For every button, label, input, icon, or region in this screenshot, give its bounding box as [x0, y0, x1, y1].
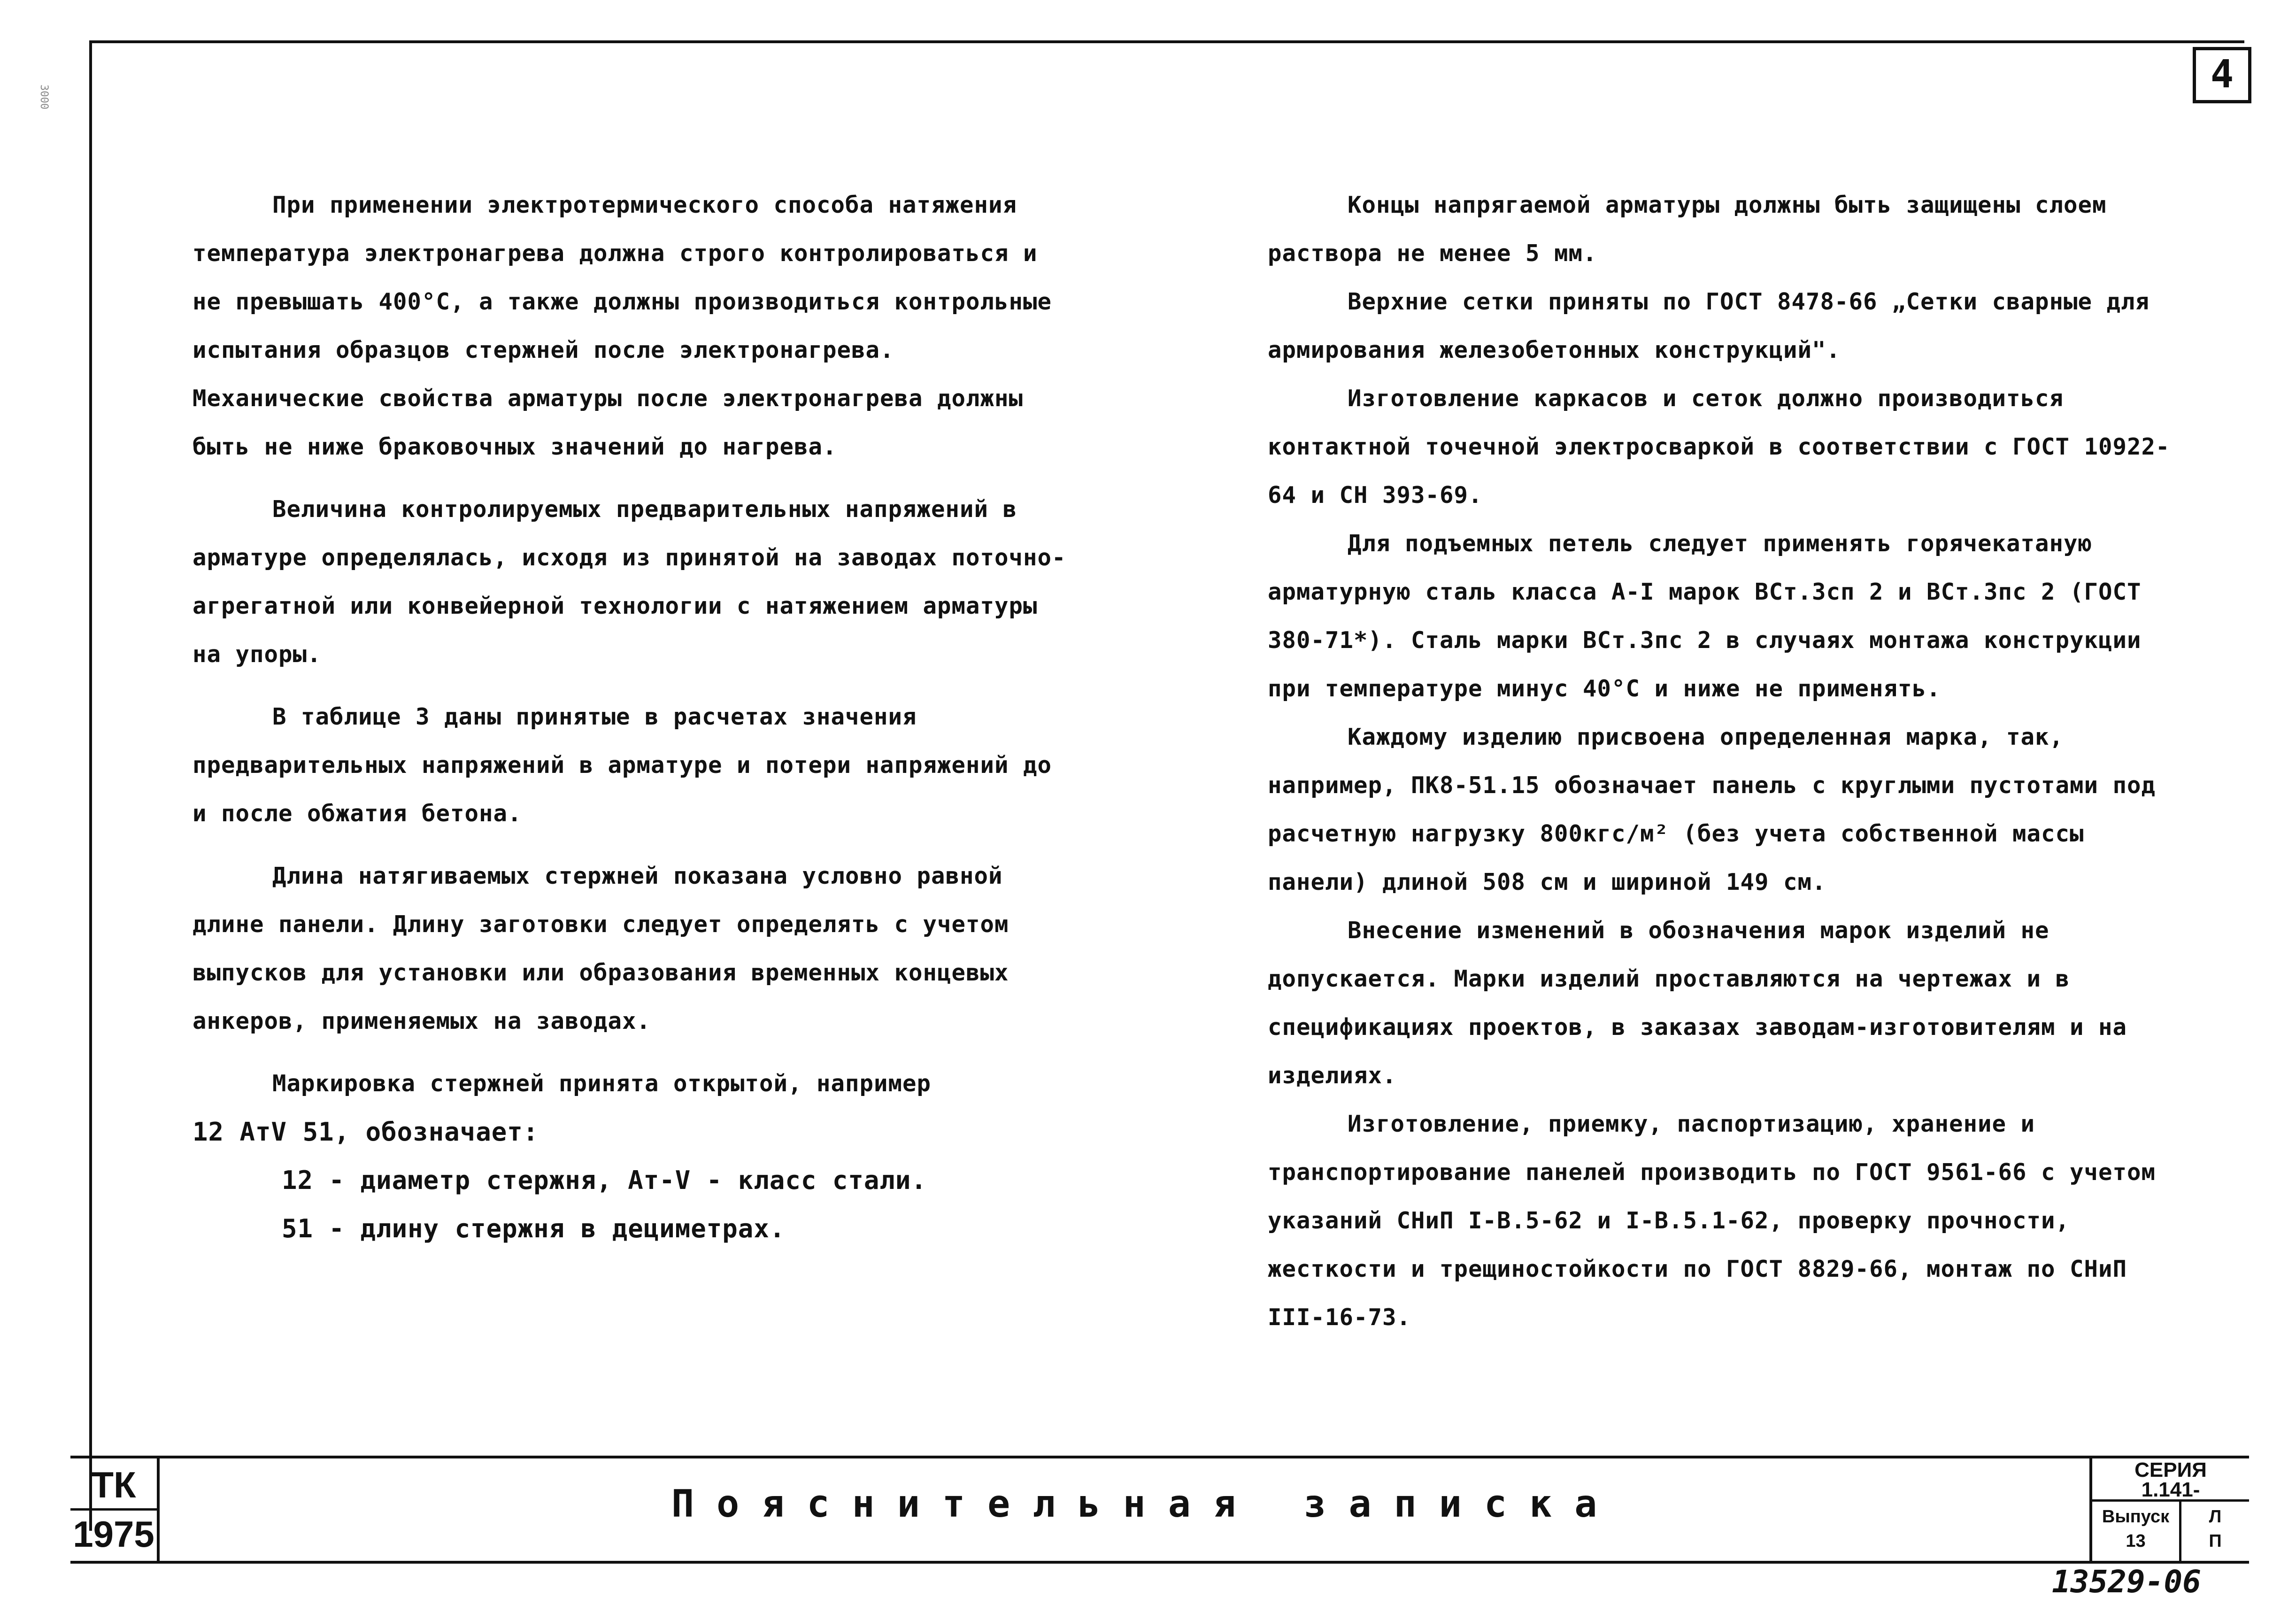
- paragraph-electroheating: При применении электротермического способа натяжения температура электронагрева должна строго контролироваться и не превышать 400°С, а также должны производиться контрольные испытания образцов стержней после электронагрева.: [193, 192, 1052, 363]
- paragraph-table-reference: В таблице 3 даны принятые в расчетах значения предварительных напряжений в арматуре и потери напряжений до и после обжатия бетона.: [193, 703, 1052, 827]
- issue-value: 13: [2126, 1531, 2146, 1551]
- tk-label: ТК: [70, 1461, 157, 1511]
- left-column: [193, 181, 1075, 1253]
- paragraph-product-marking: Каждому изделию присвоена определенная марка, так, например, ПК8-51.15 обозначает панель с круглыми пустотами под расчетную нагрузку 800кгс/м² (без учета собственной массы панели) длиной 508 см и шириной 149 см.: [1268, 724, 2156, 895]
- paragraph-rebar-protection: Концы напрягаемой арматуры должны быть защищены слоем раствора не менее 5 мм.: [1268, 192, 2107, 267]
- stamp-number: 13529-06: [2052, 1564, 2201, 1600]
- explanation-length: 51 - длину стержня в дециметрах.: [282, 1214, 786, 1243]
- tk-stamp: [70, 1458, 160, 1561]
- tk-year: 1975: [73, 1513, 154, 1555]
- paragraph-prestress-values: Величина контролируемых предварительных напряжений в арматуре определялась, исходя из принятой на заводах поточно-агрегатной или конвейерной технологии с натяжением арматуры на упоры.: [193, 496, 1066, 668]
- series-value: 1.141-: [2141, 1478, 2200, 1501]
- paragraph-upper-meshes: Верхние сетки приняты по ГОСТ 8478-66 „Сетки сварные для армирования железобетонных конструкций".: [1268, 288, 2150, 363]
- paragraph-welding: Изготовление каркасов и сеток должно производиться контактной точечной электросваркой в соответствии с ГОСТ 10922-64 и СН 393-69.: [1268, 385, 2170, 509]
- paragraph-bar-marking: Маркировка стержней принята открытой, например: [272, 1070, 932, 1097]
- paragraph-bar-length: Длина натягиваемых стержней показана условно равной длине панели. Длину заготовки следует определять с учетом выпусков для установки или образования временных концевых анкеров, применяемых на заводах.: [193, 863, 1009, 1034]
- issue-label: Выпуск: [2102, 1507, 2170, 1527]
- page-number: 4: [2193, 47, 2251, 103]
- document-title: Пояснительная записка: [671, 1482, 1620, 1526]
- right-column: [1268, 181, 2179, 1342]
- series-info: [2092, 1458, 2249, 1502]
- frame-top-border: [89, 40, 2244, 43]
- explanation-diameter: 12 - диаметр стержня, Ат-V - класс стали.: [282, 1165, 927, 1195]
- margin-mark: 3000: [38, 85, 50, 109]
- title-block: [70, 1456, 2249, 1564]
- series-label: СЕРИЯ: [2134, 1458, 2207, 1481]
- series-cell: [2089, 1458, 2249, 1561]
- paragraph-manufacturing: Изготовление, приемку, паспортизацию, хранение и транспортирование панелей производить по ГОСТ 9561-66 с учетом указаний СНиП I-В.5-62 и I-В.5.1-62, проверку прочности, жесткости и трещиностойкости по ГОСТ 8829-66, монтаж по СНиП III-16-73.: [1268, 1111, 2156, 1331]
- issue-sheet-row: [2092, 1502, 2249, 1563]
- sheet-value: П: [2209, 1531, 2222, 1551]
- paragraph-mechanical-properties: Механические свойства арматуры после электронагрева должны быть не ниже браковочных значений до нагрева.: [193, 385, 1024, 460]
- marking-example: 12 АтV 51, обозначает:: [193, 1117, 539, 1147]
- frame-left-border: [89, 42, 92, 1531]
- paragraph-marking-changes: Внесение изменений в обозначения марок изделий не допускается. Марки изделий проставляются на чертежах и в спецификациях проектов, в заказах заводам-изготовителям и на изделиях.: [1268, 917, 2127, 1089]
- paragraph-lifting-loops: Для подъемных петель следует применять горячекатаную арматурную сталь класса А-I марок ВСт.3сп 2 и ВСт.3пс 2 (ГОСТ 380-71*). Сталь марки ВСт.3пс 2 в случаях монтажа конструкции при температуре минус 40°С и ниже не применять.: [1268, 530, 2142, 702]
- issue-cell: [2092, 1502, 2181, 1563]
- sheet-cell: [2181, 1502, 2249, 1563]
- sheet-label: Л: [2209, 1507, 2222, 1527]
